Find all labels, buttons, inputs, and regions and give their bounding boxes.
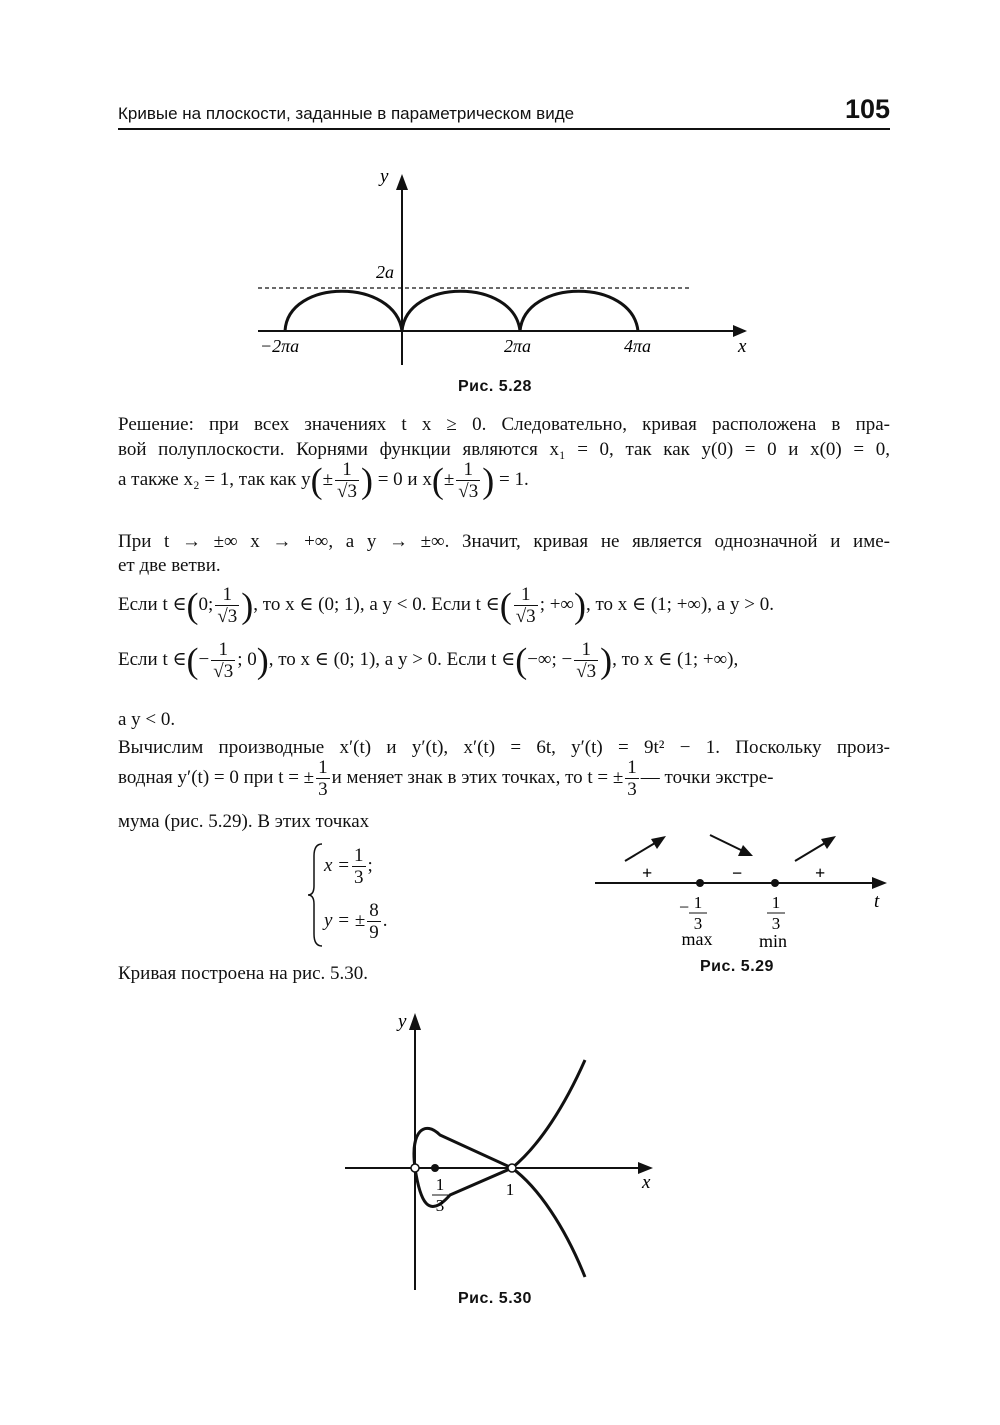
figure-caption: Рис. 5.30 [458,1290,532,1307]
text-span: = 0 и x [377,468,432,490]
tick-label: 4πa [624,336,652,356]
critical-point [696,879,704,887]
t-axis-label: t [874,891,880,912]
decrease-arrow-icon [710,835,745,852]
sign-label: − [732,863,743,883]
tick-denominator: 3 [435,1196,445,1215]
text-line: Вычислим производные x′(t) и y′(t), x′(t) = 6t, y′(t) = 9t² − 1. Поскольку произ- [118,737,890,758]
page-header [118,94,890,130]
tick-numerator: 1 [693,893,703,912]
min-label: min [758,931,788,951]
cycloid-arch [520,291,638,331]
fraction: $\frac{1}{3}$ [627,757,637,800]
fraction: $\frac{1}{√3}$ [576,639,597,682]
figure-5-29 [590,825,900,955]
tick-numerator: 1 [435,1175,445,1194]
x-axis-label: x [642,1172,651,1193]
t-axis-arrow [872,877,887,889]
y-axis-label: y [398,1011,407,1032]
text-line: вой полуплоскости. Корнями функции являются x₁ = 0, так как y(0) = 0 и x(0) = 0, [118,439,890,460]
text-span: = 1. [498,468,529,490]
text-line: При t → ±∞ x → +∞, а y → ±∞. Значит, кривая не является однозначной и име- [118,531,890,552]
text-span: а также x₂ = 1, так как y [118,468,311,490]
formula-line: Если t ∈(− $\frac{1}{√3}$ ; 0), то x ∈ (0; 1), а y > 0. Если t ∈(−∞; − $\frac{1}{√3}$ ), то x ∈ (1; +∞), [118,639,739,682]
figure-caption: Рис. 5.28 [458,378,532,395]
tick-label: −2πa [260,336,300,356]
text-line: Решение: при всех значениях t x ≥ 0. Следовательно, кривая расположена в пра- [118,414,890,435]
level-label: 2a [376,262,394,282]
text-line: а y < 0. [118,709,176,730]
system-equation-y: y = ± $\frac{8}{9}$ . [324,900,388,943]
critical-point [771,879,779,887]
fraction: $\frac{1}{√3}$ [515,584,536,627]
tick-denominator: 3 [693,914,703,933]
max-label: max [681,929,713,949]
text-line: мума (рис. 5.29). В этих точках [118,811,370,832]
curve-upper-branch [414,1060,585,1168]
fraction: $\frac{1}{√3}$ [217,584,238,627]
system-brace [306,842,326,948]
formula-line: Если t ∈(0; $\frac{1}{√3}$ ), то x ∈ (0; 1), а y < 0. Если t ∈( $\frac{1}{√3}$ ; +∞), то x ∈ (1; +∞), а y > 0. [118,584,774,627]
text-line: Кривая построена на рис. 5.30. [118,963,369,984]
y-axis-arrow [409,1013,421,1030]
fraction: $\frac{1}{√3}$ [458,459,479,502]
page-number: 105 [844,94,890,124]
tick-numerator: 1 [771,893,781,912]
fraction: $\frac{1}{√3}$ [213,639,234,682]
fraction: $\frac{1}{3}$ [354,845,364,888]
origin-point [411,1164,419,1172]
y-axis-arrow [396,174,408,190]
tick-denominator: 3 [771,914,781,933]
text-line: ет две ветви. [118,555,221,576]
running-title: Кривые на плоскости, заданные в параметрическом виде [118,104,575,123]
intersection-point [508,1164,516,1172]
figure-5-28 [240,160,770,375]
sign-label: + [815,863,826,883]
marked-point [431,1164,439,1172]
cycloid-arch [402,291,520,331]
fraction: $\frac{1}{√3}$ [337,459,357,502]
figure-5-30 [340,1005,670,1295]
system-equation-x: x = $\frac{1}{3}$ ; [324,845,373,888]
x-axis-label: x [738,336,747,357]
y-axis-label: y [380,166,389,187]
formula-line: а также x₂ = 1, так как y(± $\frac{1}{√3}$ ) = 0 и x(± $\frac{1}{√3}$ ) = 1. [118,459,529,502]
cycloid-arch [285,291,402,331]
tick-label: 2πa [504,336,532,356]
formula-line: водная y′(t) = 0 при t = ± $\frac{1}{3}$ и меняет знак в этих точках, то t = ± $\frac{1}{3}$ — точки экстре- [118,757,774,800]
fraction: $\frac{1}{3}$ [318,757,328,800]
tick-minus: − [679,897,690,917]
tick-label: 1 [505,1180,515,1199]
figure-caption: Рис. 5.29 [700,958,774,975]
fraction: $\frac{8}{9}$ [369,900,379,943]
sign-label: + [642,863,653,883]
